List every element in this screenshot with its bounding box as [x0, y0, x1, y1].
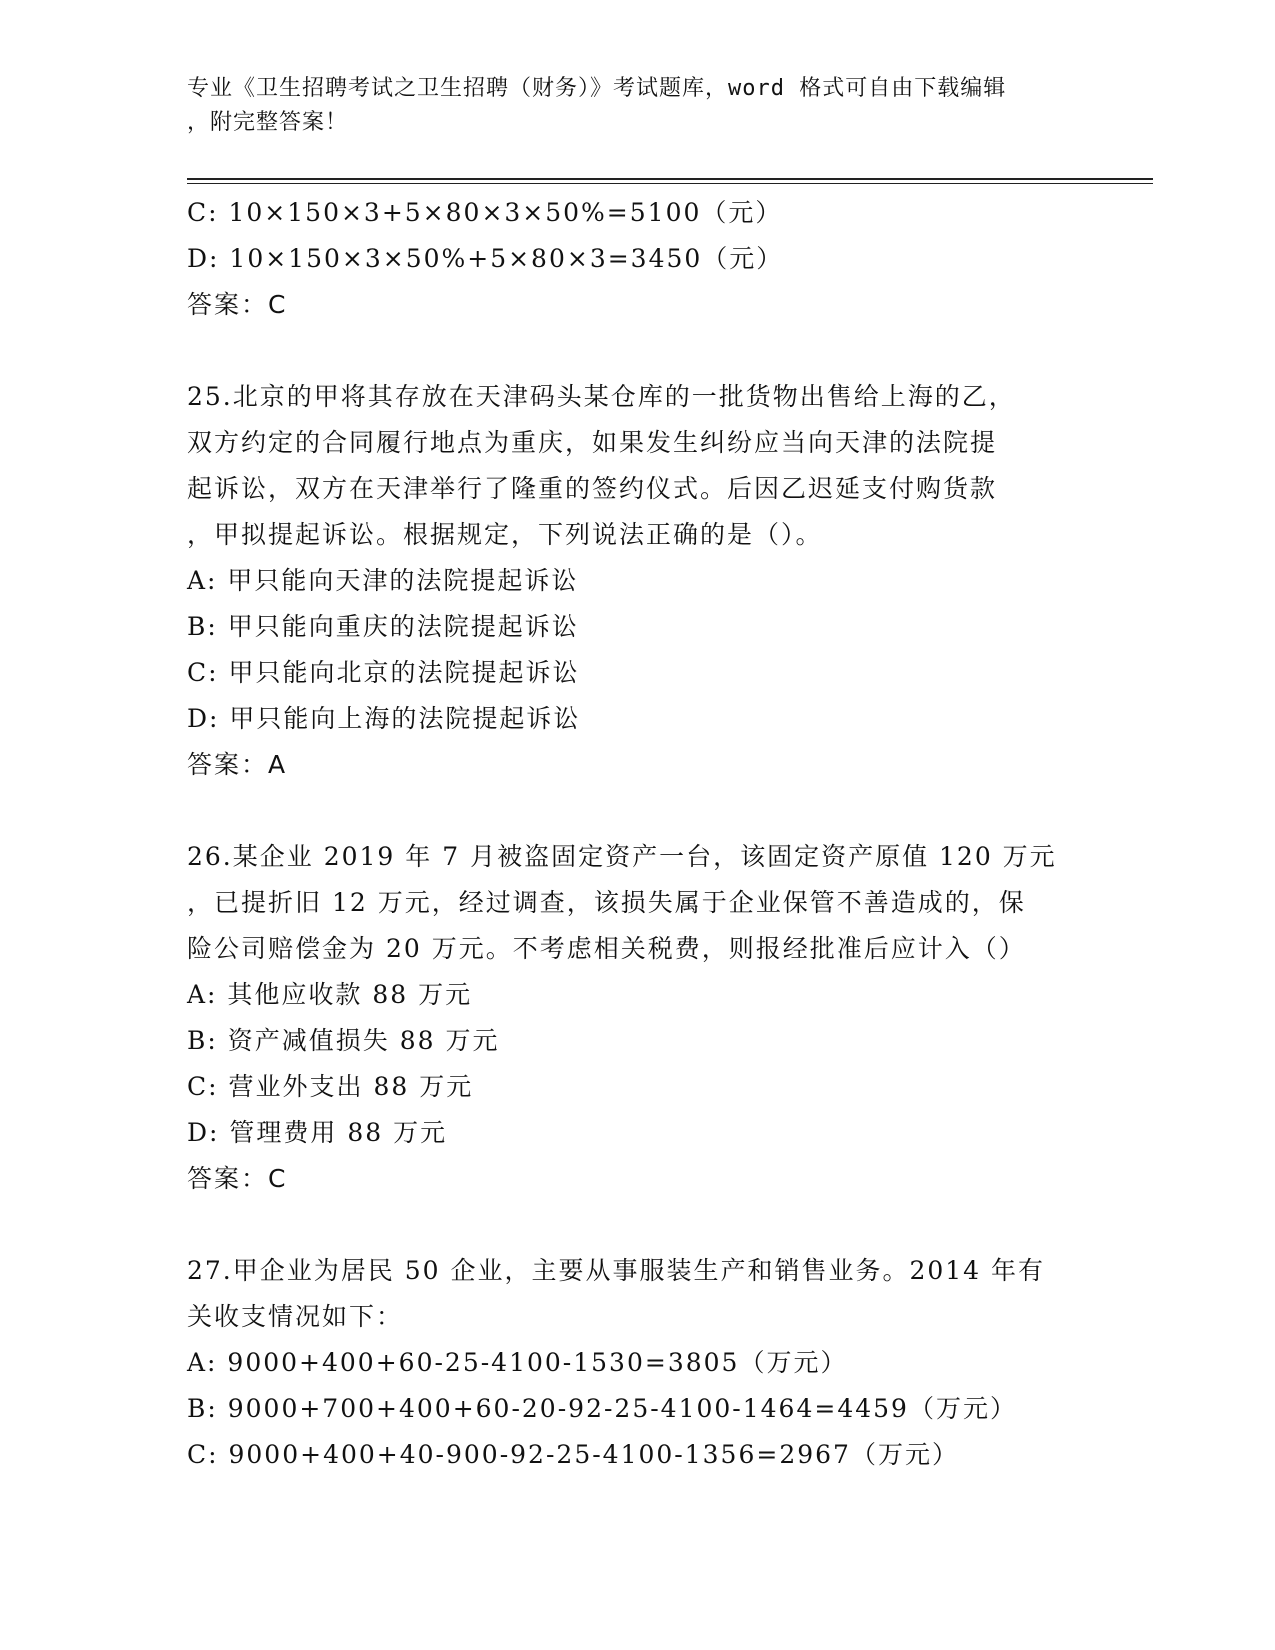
spacer: [187, 328, 1087, 374]
option-c: C: 9000+400+40-900-92-25-4100-1356=2967（万元）: [187, 1440, 959, 1469]
question-text-line: 险公司赔偿金为 20 万元。不考虑相关税费，则报经批准后应计入（）: [187, 934, 1026, 963]
question-text-line: 26.某企业 2019 年 7 月被盗固定资产一台，该固定资产原值 120 万元: [187, 842, 1057, 871]
document-header: [187, 72, 1087, 140]
question-text-line: 关收支情况如下：: [187, 1302, 404, 1331]
option-a: A: 9000+400+60-25-4100-1530=3805（万元）: [187, 1348, 848, 1377]
question-text-line: 25.北京的甲将其存放在天津码头某仓库的一批货物出售给上海的乙，: [187, 382, 1016, 411]
question-text-line: 27.甲企业为居民 50 企业，主要从事服装生产和销售业务。2014 年有: [187, 1256, 1046, 1285]
option-c: C: 甲只能向北京的法院提起诉讼: [187, 658, 580, 687]
prev-option-d: D: 10×150×3×50%+5×80×3=3450（元）: [187, 244, 784, 273]
option-a: A: 其他应收款 88 万元: [187, 980, 473, 1009]
answer: 答案：C: [187, 1164, 288, 1193]
option-b: B: 9000+700+400+60-20-92-25-4100-1464=4459（万元）: [187, 1394, 1017, 1423]
prev-answer: 答案：C: [187, 290, 288, 319]
question-25: [187, 374, 1087, 788]
document-body: [187, 190, 1087, 1478]
option-b: B: 资产减值损失 88 万元: [187, 1026, 500, 1055]
question-text-line: 起诉讼，双方在天津举行了隆重的签约仪式。后因乙迟延支付购货款: [187, 474, 998, 503]
option-c: C: 营业外支出 88 万元: [187, 1072, 474, 1101]
header-divider: [187, 178, 1153, 184]
spacer: [187, 788, 1087, 834]
header-line-2: ，附完整答案！: [187, 110, 349, 135]
spacer: [187, 1202, 1087, 1248]
question-text-line: ，甲拟提起诉讼。根据规定，下列说法正确的是（）。: [187, 520, 823, 549]
question-text-line: ，已提折旧 12 万元，经过调查，该损失属于企业保管不善造成的，保: [187, 888, 1026, 917]
answer: 答案：A: [187, 750, 288, 779]
option-d: D: 管理费用 88 万元: [187, 1118, 448, 1147]
question-text-line: 双方约定的合同履行地点为重庆，如果发生纠纷应当向天津的法院提: [187, 428, 998, 457]
option-a: A: 甲只能向天津的法院提起诉讼: [187, 566, 579, 595]
prev-option-c: C: 10×150×3+5×80×3×50%=5100（元）: [187, 198, 783, 227]
question-26: [187, 834, 1087, 1202]
option-b: B: 甲只能向重庆的法院提起诉讼: [187, 612, 579, 641]
question-27: [187, 1248, 1087, 1478]
header-line-1: 专业《卫生招聘考试之卫生招聘（财务）》考试题库，word 格式可自由下载编辑: [187, 76, 1007, 101]
option-d: D: 甲只能向上海的法院提起诉讼: [187, 704, 581, 733]
